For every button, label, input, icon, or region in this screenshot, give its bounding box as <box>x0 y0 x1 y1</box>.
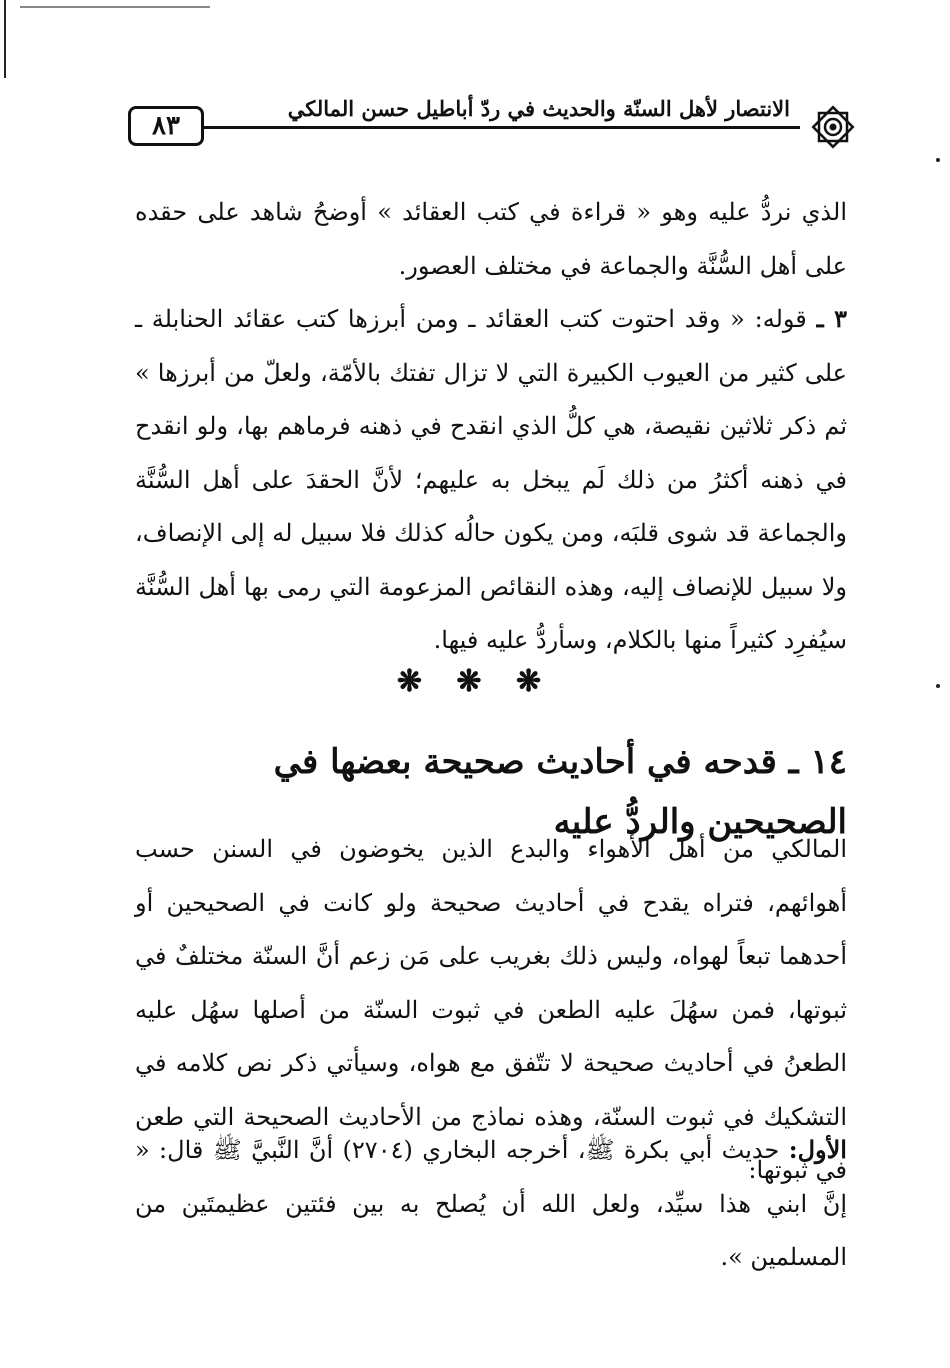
star-ornament-icon <box>806 100 860 154</box>
header-rule <box>204 126 800 129</box>
paragraph-text: قوله: « وقد احتوت كتب العقائد ـ ومن أبرزها كتب عقائد الحنابلة ـ على كثير من العيوب الكبيرة التي لا تزال تفتك بالأمّة، ولعلّ من أبرزها » ثم ذكر ثلاثين نقيصة، هي كلُّ الذي انقدح في ذهنه فرماهم بها، ولو انقدح في ذهنه أكثرُ من ذلك لَم يبخل به عليهم؛ لأنَّ الحقدَ على أهل السُّنَّة والجماعة قد شوى قلبَه، ومن يكون حالُه كذلك فلا سبيل له إلى الإنصاف، ولا سبيل للإنصاف إليه، وهذه النقائص المزعومة التي رمى بها أهل السُّنَّة سيُفرِد كثيراً منها بالكلام، وسأردُّ عليه فيها. <box>135 305 848 654</box>
section-heading: ١٤ ـ قدحه في أحاديث صحيحة بعضها في الصحيحين والردُّ عليه <box>273 742 847 842</box>
page-header <box>128 88 860 158</box>
running-title: الانتصار لأهل السنّة والحديث في ردّ أباطيل حسن المالكي <box>278 96 796 121</box>
scan-speck <box>936 158 940 162</box>
section-separator: ❋ ❋ ❋ <box>396 664 554 699</box>
paragraph-intro: المالكي من أهل الأهواء والبدع الذين يخوضون في السنن حسب أهوائهم، فتراه يقدح في أحاديث صحيحة ولو كانت في الصحيحين أو أحدهما تبعاً لهواه، وليس ذلك بغريب على مَن زعم أنَّ السنّة مختلفٌ في ثبوتها، فمن سهُلَ عليه الطعن في ثبوت السنّة من أصلها سهُل عليه الطعنُ في أحاديث صحيحة لا تتّفق مع هواه، وسيأتي ذكر نص كلامه في التشكيك في ثبوت السنّة، وهذه نماذج من الأحاديث الصحيحة التي طعن في ثبوتها: <box>135 835 847 1184</box>
example-label: الأول: <box>788 1135 847 1164</box>
paragraph-item-3 <box>135 292 847 668</box>
scan-top-line <box>20 6 210 8</box>
item-number: ٣ ـ <box>816 304 847 333</box>
page-number: ٨٣ <box>128 106 204 146</box>
paragraph-text: حديث أبي بكرة ﷺ، أخرجه البخاري (٢٧٠٤) أنَّ النَّبيَّ ﷺ قال: « إنَّ ابني هذا سيِّد، ولعل الله أن يُصلح به بين فئتين عظيمتَين من المسلمين ». <box>135 1136 847 1271</box>
paragraph-continuation: الذي نردُّ عليه وهو « قراءة في كتب العقائد » أوضحُ شاهد على حقده على أهل السُّنَّة والجماعة في مختلف العصور. <box>135 198 847 280</box>
scan-edge-mark <box>4 0 6 78</box>
paragraph-first-example <box>135 1123 847 1285</box>
